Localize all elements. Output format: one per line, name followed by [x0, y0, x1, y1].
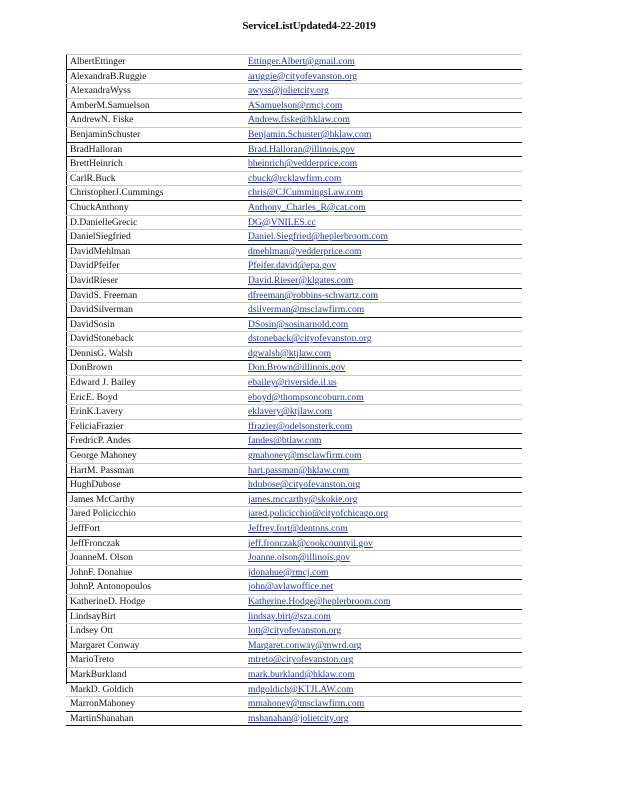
contact-name: EricE. Boyd — [70, 391, 118, 403]
contact-email-link[interactable]: ebailey@riverside.il.us — [248, 377, 337, 389]
table-row — [66, 652, 522, 667]
contact-email-link[interactable]: mmahoney@msclawfirm.com — [248, 698, 365, 710]
contact-name: FeliciaFrazier — [70, 420, 124, 432]
contact-email-link[interactable]: dstoneback@cityofevanston.org — [248, 333, 372, 345]
table-row — [66, 83, 522, 98]
contact-name: BenjaminSchuster — [70, 128, 141, 140]
contact-name: AmberM.Samuelson — [70, 99, 150, 111]
contact-name: DavidSilverman — [70, 304, 133, 316]
contact-name: DavidMehlman — [70, 245, 131, 257]
table-row — [66, 200, 522, 215]
table-row — [66, 638, 522, 653]
contact-email-link[interactable]: hart.passman@hklaw.com — [248, 464, 349, 476]
contact-email-link[interactable]: Ettinger.Albert@gmail.com — [248, 56, 355, 67]
contact-email-link[interactable]: David.Rieser@klgates.com — [248, 274, 354, 286]
contact-email-link[interactable]: Katherine.Hodge@heplerbroom.com — [248, 595, 391, 607]
contact-email-link[interactable]: dmehlman@vedderprice.com — [248, 245, 362, 257]
contact-email-link[interactable]: john@avlawoffice.net — [248, 581, 334, 593]
table-row — [66, 536, 522, 551]
contact-email-link[interactable]: Brad.Halloran@illinois.gov — [248, 143, 355, 155]
contact-email-link[interactable]: jared.policicchio@cityofchicago.org — [248, 508, 389, 520]
contact-email-link[interactable]: dfreeman@robbins-schwartz.com — [248, 289, 379, 301]
table-row — [66, 565, 522, 580]
service-list-table — [66, 54, 522, 726]
contact-email-link[interactable]: Pfeifer.david@epa.gov — [248, 260, 337, 272]
table-row — [66, 448, 522, 463]
contact-name: JoanneM. Olson — [70, 552, 133, 564]
contact-name: Margaret Conway — [70, 639, 140, 651]
contact-email-link[interactable]: jdonahue@rmcj.com — [248, 566, 329, 578]
table-row — [66, 463, 522, 478]
contact-name: Edward J. Bailey — [70, 377, 136, 389]
table-row — [66, 521, 522, 536]
contact-email-link[interactable]: ffrazier@odelsonsterk.com — [248, 420, 353, 432]
table-row — [66, 506, 522, 521]
contact-email-link[interactable]: Andrew.fiske@hklaw.com — [248, 114, 350, 126]
contact-name: JohnP. Antonopoulos — [70, 581, 152, 593]
table-row — [66, 667, 522, 682]
table-row — [66, 594, 522, 609]
contact-name: JeffFronczak — [70, 537, 120, 549]
table-row — [66, 54, 522, 69]
contact-name: DavidS. Freeman — [70, 289, 138, 301]
contact-email-link[interactable]: bheinrich@vedderprice.com — [248, 158, 358, 170]
table-row — [66, 331, 522, 346]
contact-name: CarlR.Buck — [70, 172, 116, 184]
contact-name: ErinK.Lavery — [70, 406, 124, 418]
table-row — [66, 244, 522, 259]
table-row — [66, 550, 522, 565]
contact-name: LindsayBirt — [70, 610, 116, 622]
contact-name: JohnF. Donahue — [70, 566, 133, 578]
contact-name: JeffFort — [70, 523, 101, 534]
table-row — [66, 696, 522, 711]
table-row — [66, 404, 522, 419]
contact-name: AlexandraWyss — [70, 85, 131, 97]
contact-email-link[interactable]: fandes@btlaw.com — [248, 435, 322, 447]
document-title: ServiceListUpdated4-22-2019 — [242, 20, 376, 32]
contact-email-link[interactable]: ASamuelson@rmcj.com — [248, 99, 343, 111]
contact-name: James McCarthy — [70, 493, 135, 505]
contact-email-link[interactable]: mark.burkland@hklaw.com — [248, 668, 355, 680]
contact-email-link[interactable]: Benjamin.Schuster@hklaw.com — [248, 128, 372, 140]
contact-email-link[interactable]: mtreto@cityofevanston.org — [248, 654, 354, 666]
table-row — [66, 288, 522, 303]
table-row — [66, 229, 522, 244]
contact-email-link[interactable]: gmahoney@msclawfirm.com — [248, 450, 362, 462]
contact-name: DennisG. Walsh — [70, 347, 133, 359]
table-row — [66, 346, 522, 361]
contact-name: MarronMahoney — [70, 698, 136, 710]
contact-email-link[interactable]: Jeffrey.fort@dentons.com — [248, 523, 348, 534]
contact-name: DonBrown — [70, 362, 113, 374]
contact-email-link[interactable]: dsilverman@msclawfirm.com — [248, 304, 365, 316]
contact-name: MarkD. Goldich — [70, 683, 134, 695]
table-row — [66, 317, 522, 332]
contact-email-link[interactable]: james.mccarthy@skokie.org — [248, 493, 358, 505]
table-row — [66, 623, 522, 638]
contact-email-link[interactable]: eklavery@ktjlaw.com — [248, 406, 333, 418]
contact-email-link[interactable]: cbuck@rcklawfirm.com — [248, 172, 342, 184]
contact-name: DavidStoneback — [70, 333, 134, 345]
table-row — [66, 609, 522, 624]
table-row — [66, 579, 522, 594]
contact-name: KatherineD. Hodge — [70, 595, 146, 607]
contact-email-link[interactable]: mdgoldich@KTJLAW.com — [248, 683, 354, 695]
contact-email-link[interactable]: Don.Brown@illinois.gov — [248, 362, 346, 374]
contact-email-link[interactable]: awyss@jolietcity.org — [248, 85, 329, 97]
contact-email-link[interactable]: eboyd@thompsoncoburn.com — [248, 391, 364, 403]
contact-email-link[interactable]: DG@VNILES.cc — [248, 216, 316, 228]
contact-name: Lndsey Ott — [70, 625, 113, 637]
contact-name: AlexandraB.Ruggie — [70, 70, 147, 82]
contact-name: MartinShanahan — [70, 712, 134, 724]
contact-email-link[interactable]: aruggie@cityofevanston.org — [248, 70, 358, 82]
table-row — [66, 477, 522, 492]
table-row — [66, 273, 522, 288]
contact-name: DavidRieser — [70, 274, 118, 286]
table-row — [66, 258, 522, 273]
contact-name: DanielSiegfried — [70, 231, 131, 243]
table-row — [66, 171, 522, 186]
contact-email-link[interactable]: DSosin@sosinarnold.com — [248, 318, 349, 330]
contact-email-link[interactable]: Margaret.conway@mwrd.org — [248, 639, 362, 651]
table-row — [66, 69, 522, 84]
table-row — [66, 98, 522, 113]
contact-name: George Mahoney — [70, 450, 137, 462]
table-row — [66, 112, 522, 127]
table-row — [66, 185, 522, 200]
table-row — [66, 433, 522, 448]
contact-name: DavidSosin — [70, 318, 115, 330]
table-row — [66, 390, 522, 405]
contact-email-link[interactable]: lott@cityofevanston.org — [248, 625, 342, 637]
contact-name: ChuckAnthony — [70, 201, 129, 213]
table-row — [66, 711, 522, 727]
contact-email-link[interactable]: dgwalsh@ktjlaw.com — [248, 347, 332, 359]
contact-email-link[interactable]: mshanahan@jolietcity.org — [248, 712, 349, 724]
contact-name: MarioTreto — [70, 654, 114, 666]
contact-name: AndrewN. Fiske — [70, 114, 134, 126]
contact-name: BradHalloran — [70, 143, 123, 155]
contact-email-link[interactable]: Anthony_Charles_R@cat.com — [248, 201, 366, 213]
table-row — [66, 492, 522, 507]
table-row — [66, 156, 522, 171]
contact-name: Jared Policicchio — [70, 508, 136, 520]
table-row — [66, 302, 522, 317]
table-row — [66, 215, 522, 230]
contact-email-link[interactable]: hdubose@cityofevanston.org — [248, 479, 361, 491]
contact-name: MarkBurkland — [70, 668, 127, 680]
contact-name: ChristopherJ.Cummings — [70, 187, 164, 199]
table-row — [66, 375, 522, 390]
table-row — [66, 682, 522, 697]
table-row — [66, 419, 522, 434]
table-row — [66, 127, 522, 142]
contact-email-link[interactable]: Daniel.Siegfried@heplerbroom.com — [248, 231, 388, 243]
table-row — [66, 360, 522, 375]
contact-name: FredricP. Andes — [70, 435, 131, 447]
contact-name: D.DanielleGrecic — [70, 216, 138, 228]
contact-name: DavidPfeifer — [70, 260, 120, 272]
contact-name: HughDubose — [70, 479, 121, 491]
contact-email-link[interactable]: lindsay.birt@sza.com — [248, 610, 331, 622]
contact-email-link[interactable]: jeff.fronczak@cookcountyil.gov — [248, 537, 373, 549]
contact-name: BrettHeinrich — [70, 158, 123, 170]
contact-name: HartM. Passman — [70, 464, 134, 476]
contact-name: AlbertEttinger — [70, 56, 126, 67]
contact-email-link[interactable]: Joanne.olson@illinois.gov — [248, 552, 351, 564]
table-row — [66, 142, 522, 157]
contact-email-link[interactable]: chris@CJCummingsLaw.com — [248, 187, 364, 199]
